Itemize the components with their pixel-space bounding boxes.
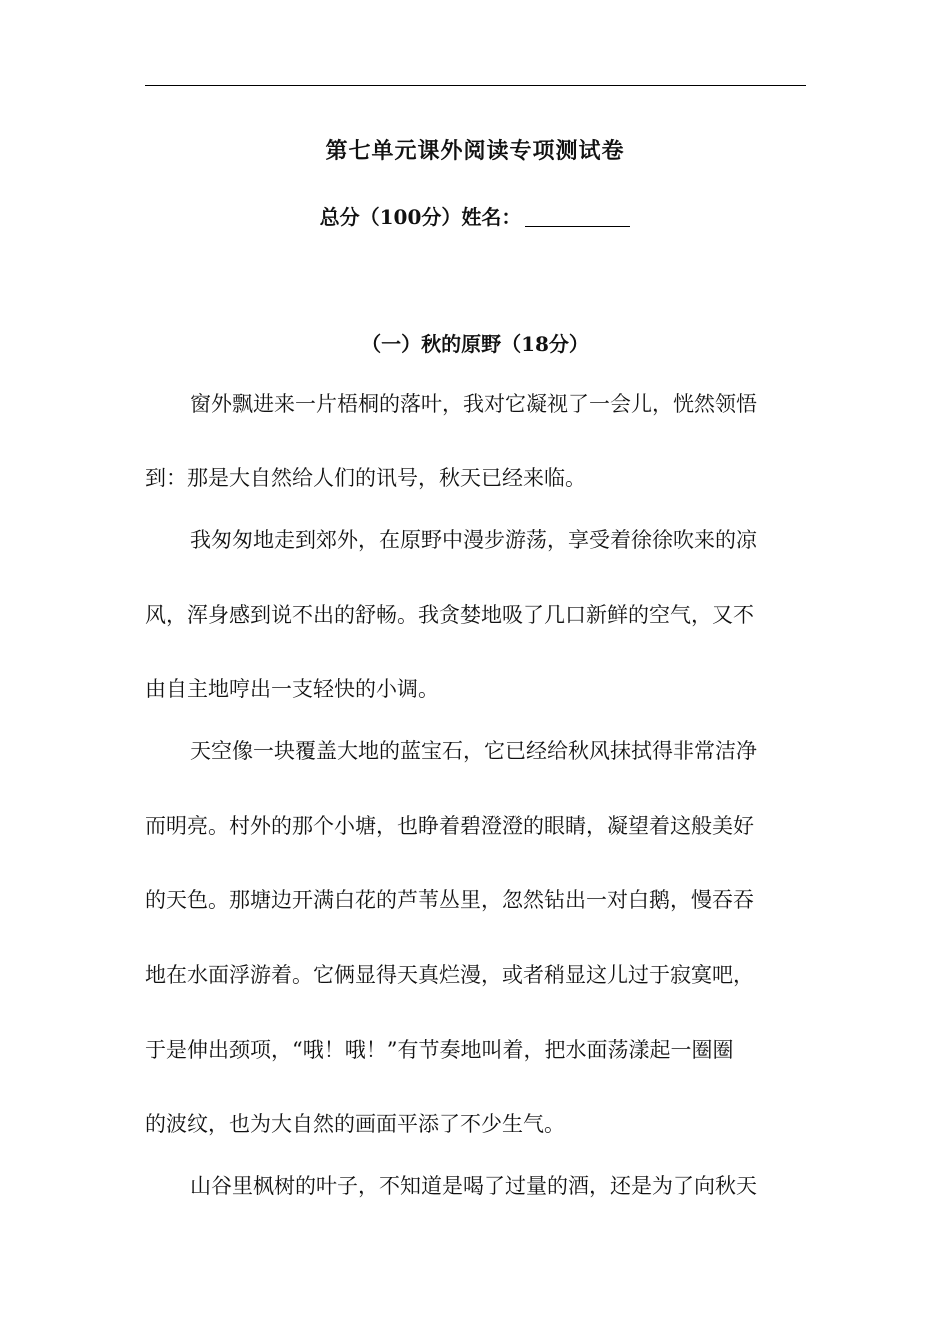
text-line: 地在水面浮游着。它俩显得天真烂漫，或者稍显这儿过于寂寞吧， <box>145 963 754 987</box>
score-label: 总分（100分）姓名： <box>319 205 522 229</box>
text-line: 到：那是大自然给人们的讯号，秋天已经来临。 <box>145 466 586 490</box>
text-line: 天空像一块覆盖大地的蓝宝石，它已经给秋风抹拭得非常洁净 <box>190 739 757 763</box>
text-line: 山谷里枫树的叶子，不知道是喝了过量的酒，还是为了向秋天 <box>190 1174 757 1198</box>
text-line: 风，浑身感到说不出的舒畅。我贪婪地吸了几口新鲜的空气，又不 <box>145 603 754 627</box>
text-line: 由自主地哼出一支轻快的小调。 <box>145 677 439 701</box>
score-name-line <box>0 201 950 230</box>
section-title: （一）秋的原野（18分） <box>361 332 589 356</box>
name-blank-field[interactable] <box>525 206 630 227</box>
page-title: 第七单元课外阅读专项测试卷 <box>325 138 625 164</box>
text-line: 的波纹，也为大自然的画面平添了不少生气。 <box>145 1112 565 1136</box>
text-line: 的天色。那塘边开满白花的芦苇丛里，忽然钻出一对白鹅，慢吞吞 <box>145 888 754 912</box>
header-rule <box>145 85 806 86</box>
text-line: 而明亮。村外的那个小塘，也睁着碧澄澄的眼睛，凝望着这般美好 <box>145 814 754 838</box>
text-line: 于是伸出颈项，“哦！哦！”有节奏地叫着，把水面荡漾起一圈圈 <box>145 1038 734 1062</box>
text-line: 我匆匆地走到郊外，在原野中漫步游荡，享受着徐徐吹来的凉 <box>190 528 757 552</box>
text-line: 窗外飘进来一片梧桐的落叶，我对它凝视了一会儿，恍然领悟 <box>190 392 757 416</box>
